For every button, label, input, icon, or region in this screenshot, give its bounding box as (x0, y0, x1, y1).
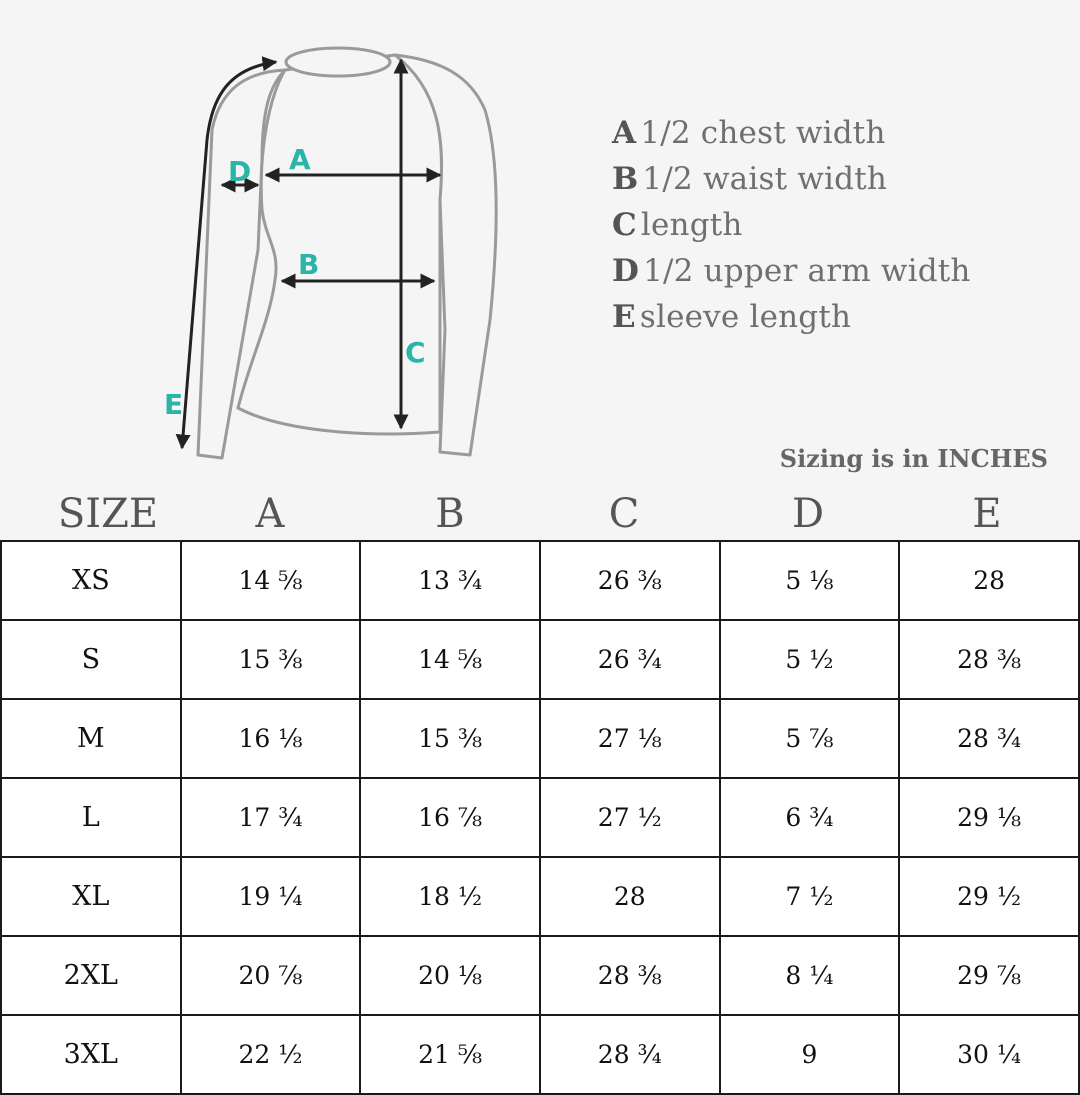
shirt-outline (198, 48, 496, 458)
value-cell: 29 ½ (899, 857, 1079, 936)
header-a: A (255, 491, 285, 537)
header-size: SIZE (57, 491, 159, 537)
legend-text: length (640, 207, 743, 243)
header-d: D (791, 491, 825, 537)
legend-key: A (612, 115, 637, 151)
legend-item-e (612, 294, 971, 340)
table-row (1, 936, 1079, 1015)
label-d: D (228, 155, 252, 188)
size-cell: 2XL (1, 936, 181, 1015)
value-cell: 28 ⅜ (899, 620, 1079, 699)
value-cell: 5 ⅞ (720, 699, 900, 778)
header-b: B (435, 491, 465, 537)
value-cell: 27 ½ (540, 778, 720, 857)
value-cell: 15 ⅜ (360, 699, 540, 778)
value-cell: 19 ¼ (181, 857, 361, 936)
units-note: Sizing is in INCHES (779, 444, 1048, 473)
legend-item-c (612, 202, 971, 248)
value-cell: 16 ⅞ (360, 778, 540, 857)
value-cell: 16 ⅛ (181, 699, 361, 778)
value-cell: 30 ¼ (899, 1015, 1079, 1094)
value-cell: 28 ¾ (540, 1015, 720, 1094)
table-row (1, 857, 1079, 936)
legend-key: D (612, 253, 640, 289)
table-row (1, 1015, 1079, 1094)
label-c: C (405, 336, 426, 369)
size-cell: M (1, 699, 181, 778)
legend-key: B (612, 161, 639, 197)
legend-item-d (612, 248, 971, 294)
value-cell: 28 (899, 541, 1079, 620)
size-table (0, 540, 1080, 1095)
size-cell: 3XL (1, 1015, 181, 1094)
value-cell: 13 ¾ (360, 541, 540, 620)
value-cell: 29 ⅞ (899, 936, 1079, 1015)
label-a: A (289, 143, 311, 176)
legend-text: 1/2 waist width (642, 161, 888, 197)
value-cell: 28 (540, 857, 720, 936)
size-cell: XS (1, 541, 181, 620)
size-cell: S (1, 620, 181, 699)
table-row (1, 541, 1079, 620)
value-cell: 21 ⅝ (360, 1015, 540, 1094)
legend-text: sleeve length (639, 299, 852, 335)
value-cell: 5 ⅛ (720, 541, 900, 620)
value-cell: 20 ⅞ (181, 936, 361, 1015)
value-cell: 29 ⅛ (899, 778, 1079, 857)
value-cell: 28 ⅜ (540, 936, 720, 1015)
value-cell: 17 ¾ (181, 778, 361, 857)
value-cell: 8 ¼ (720, 936, 900, 1015)
shirt-measurement-diagram (150, 30, 520, 470)
measurement-legend (612, 110, 971, 340)
header-c: C (608, 491, 640, 537)
header-e: E (972, 491, 1002, 537)
value-cell: 18 ½ (360, 857, 540, 936)
value-cell: 22 ½ (181, 1015, 361, 1094)
value-cell: 5 ½ (720, 620, 900, 699)
value-cell: 26 ¾ (540, 620, 720, 699)
table-row (1, 778, 1079, 857)
size-cell: XL (1, 857, 181, 936)
value-cell: 14 ⅝ (181, 541, 361, 620)
value-cell: 14 ⅝ (360, 620, 540, 699)
value-cell: 9 (720, 1015, 900, 1094)
size-cell: L (1, 778, 181, 857)
value-cell: 20 ⅛ (360, 936, 540, 1015)
legend-item-a (612, 110, 971, 156)
value-cell: 7 ½ (720, 857, 900, 936)
value-cell: 6 ¾ (720, 778, 900, 857)
legend-key: E (612, 299, 636, 335)
value-cell: 15 ⅜ (181, 620, 361, 699)
legend-item-b (612, 156, 971, 202)
legend-text: 1/2 chest width (640, 115, 886, 151)
legend-key: C (612, 207, 637, 243)
label-b: B (298, 248, 320, 281)
table-row (1, 620, 1079, 699)
table-row (1, 699, 1079, 778)
table-headers (0, 488, 1080, 540)
value-cell: 26 ⅜ (540, 541, 720, 620)
value-cell: 28 ¾ (899, 699, 1079, 778)
value-cell: 27 ⅛ (540, 699, 720, 778)
label-e: E (164, 388, 184, 421)
legend-text: 1/2 upper arm width (643, 253, 971, 289)
